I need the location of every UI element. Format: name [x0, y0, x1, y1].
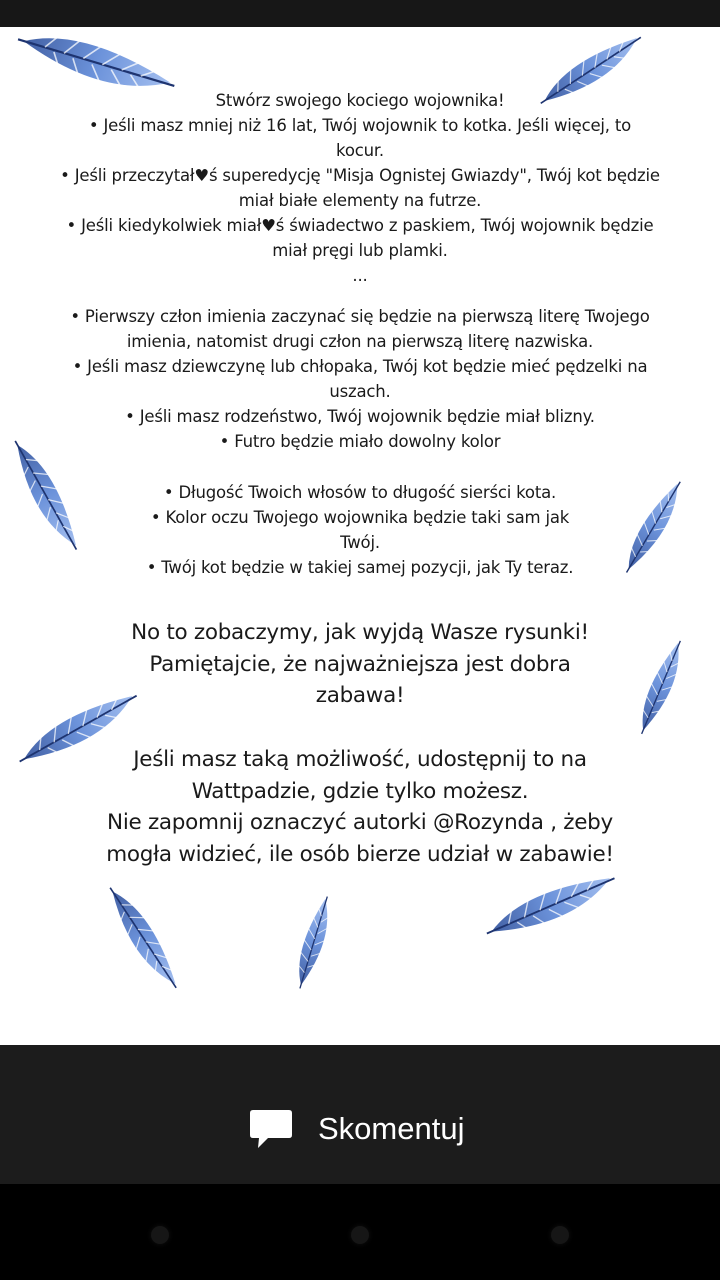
status-bar [0, 0, 720, 27]
details-text [0, 480, 720, 580]
intro-line: ... [352, 266, 368, 285]
intro-line: miał pręgi lub plamki. [272, 241, 448, 260]
detail-line: Twój. [340, 533, 380, 552]
nav-recents-icon[interactable] [551, 1226, 569, 1244]
rules-text [0, 304, 720, 454]
rule-line: • Pierwszy człon imienia zaczynać się będzie na pierwszą literę Twojego [70, 307, 650, 326]
comment-label: Skomentuj [318, 1111, 465, 1146]
intro-text [0, 88, 720, 288]
feather-icon [480, 867, 625, 947]
closing-line: No to zobaczymy, jak wyjdą Wasze rysunki! [131, 620, 589, 645]
intro-line: • Jeśli masz mniej niż 16 lat, Twój wojownik to kotka. Jeśli więcej, to [88, 116, 632, 135]
closing-line: zabawa! [315, 683, 405, 708]
rule-line: uszach. [329, 382, 391, 401]
rule-line: imienia, natomist drugi człon na pierwszą literę nazwiska. [126, 332, 594, 351]
detail-line: • Długość Twoich włosów to długość sierści kota. [163, 483, 557, 502]
rule-line: • Jeśli masz dziewczynę lub chłopaka, Twój kot będzie mieć pędzelki na [72, 357, 648, 376]
speech-bubble-icon [248, 1108, 294, 1150]
intro-line: • Jeśli kiedykolwiek miał♥ś świadectwo z paskiem, Twój wojownik będzie [66, 216, 654, 235]
intro-line: kocur. [336, 141, 384, 160]
share-line: Wattpadzie, gdzie tylko możesz. [191, 778, 529, 804]
share-line: Nie zapomnij oznaczyć autorki @Rozynda , żeby [107, 810, 613, 835]
story-image [0, 27, 720, 1045]
share-text [0, 744, 720, 870]
comment-button[interactable] [248, 1105, 464, 1153]
closing-line: Pamiętajcie, że najważniejsza jest dobra [149, 651, 571, 677]
rule-line: • Futro będzie miało dowolny kolor [219, 432, 501, 451]
detail-line: • Kolor oczu Twojego wojownika będzie taki sam jak [150, 508, 570, 527]
nav-home-icon[interactable] [351, 1226, 369, 1244]
intro-line: miał białe elementy na futrze. [238, 191, 482, 210]
intro-line: Stwórz swojego kociego wojownika! [215, 91, 505, 110]
rule-line: • Jeśli masz rodzeństwo, Twój wojownik będzie miał blizny. [125, 407, 595, 426]
feather-icon [265, 877, 365, 1007]
share-line: mogła widzieć, ile osób bierze udział w zabawie! [106, 841, 614, 867]
share-line: Jeśli masz taką możliwość, udostępnij to na [133, 747, 587, 772]
feather-icon [80, 877, 205, 1002]
closing-text [0, 617, 720, 712]
detail-line: • Twój kot będzie w takiej samej pozycji, jak Ty teraz. [146, 558, 574, 577]
intro-line: • Jeśli przeczytał♥ś superedycję "Misja Ognistej Gwiazdy", Twój kot będzie [60, 166, 660, 185]
nav-back-icon[interactable] [151, 1226, 169, 1244]
